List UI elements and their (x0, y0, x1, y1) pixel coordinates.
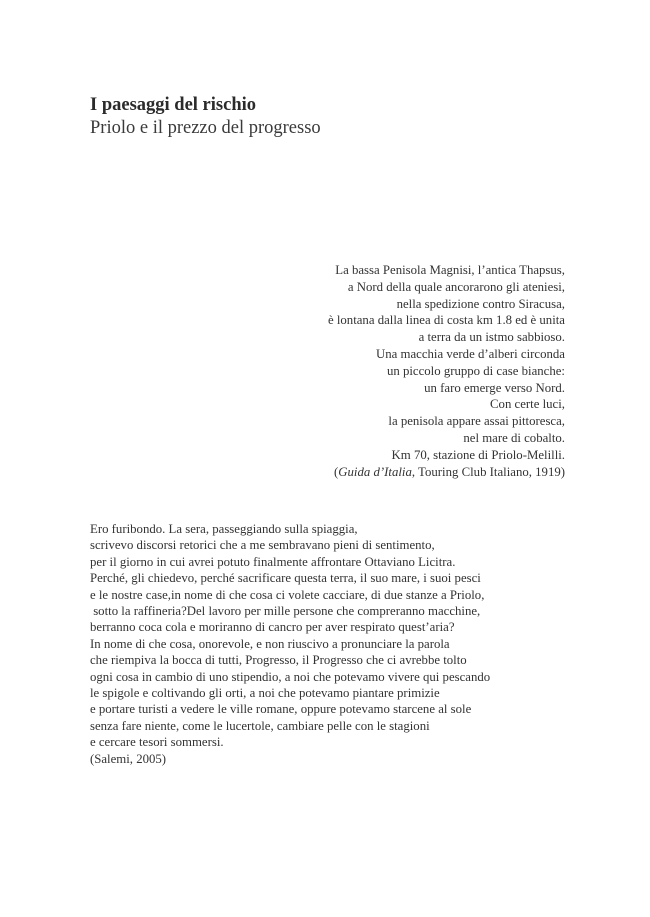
citation-work-title: Guida d’Italia (338, 464, 412, 479)
citation-open: ( (334, 464, 339, 479)
passage-line: In nome di che cosa, onorevole, e non riuscivo a pronunciare la parola (90, 636, 450, 651)
epigraph-line: La bassa Penisola Magnisi, l’antica Thapsus, (335, 263, 565, 277)
citation-rest: , Touring Club Italiano, 1919) (411, 464, 565, 479)
passage-line: per il giorno in cui avrei potuto finalmente affrontare Ottaviano Licitra. (90, 554, 456, 569)
passage-line: e le nostre case,in nome di che cosa ci volete cacciare, di due stanze a Priolo, (90, 587, 485, 602)
passage-line: berranno coca cola e moriranno di cancro per aver respirato quest’aria? (90, 620, 455, 635)
epigraph-line: è lontana dalla linea di costa km 1.8 ed è unita (327, 313, 565, 328)
chapter-title: I paesaggi del rischio (90, 95, 256, 115)
passage-line: scrivevo discorsi retorici che a me sembravano pieni di sentimento, (90, 538, 435, 553)
chapter-subtitle: Priolo e il prezzo del progresso (90, 118, 321, 138)
passage-line: che riempiva la bocca di tutti, Progresso, il Progresso che ci avrebbe tolto (90, 653, 467, 668)
passage (90, 521, 570, 767)
passage-line: Ero furibondo. La sera, passeggiando sulla spiaggia, (90, 522, 358, 536)
passage-line: Perché, gli chiedevo, perché sacrificare questa terra, il suo mare, i suoi pesci (90, 571, 481, 586)
passage-line: senza fare niente, come le lucertole, cambiare pelle con le stagioni (90, 718, 430, 733)
epigraph (265, 262, 565, 480)
epigraph-line: Km 70, stazione di Priolo-Melilli. (391, 447, 565, 462)
epigraph-line: Una macchia verde d’alberi circonda (375, 346, 565, 361)
passage-line: e portare turisti a vedere le ville romane, oppure potevamo starcene al sole (90, 702, 472, 717)
epigraph-line: nella spedizione contro Siracusa, (396, 296, 565, 311)
passage-line: ogni cosa in cambio di uno stipendio, a noi che potevamo vivere qui pescando (90, 669, 491, 684)
epigraph-line: la penisola appare assai pittoresca, (388, 414, 565, 429)
epigraph-line: un piccolo gruppo di case bianche: (386, 363, 565, 378)
epigraph-line: a Nord della quale ancorarono gli ateniesi, (347, 279, 565, 294)
epigraph-line: un faro emerge verso Nord. (424, 380, 565, 395)
epigraph-line: Con certe luci, (490, 397, 565, 412)
passage-line: sotto la raffineria?Del lavoro per mille persone che compreranno macchine, (90, 604, 481, 619)
passage-line: e cercare tesori sommersi. (90, 735, 224, 750)
epigraph-citation (265, 464, 565, 481)
passage-line: le spigole e coltivando gli orti, a noi che potevamo piantare primizie (90, 686, 440, 701)
epigraph-line: a terra da un istmo sabbioso. (418, 330, 565, 345)
epigraph-line: nel mare di cobalto. (463, 430, 565, 445)
passage-citation: (Salemi, 2005) (90, 751, 167, 766)
